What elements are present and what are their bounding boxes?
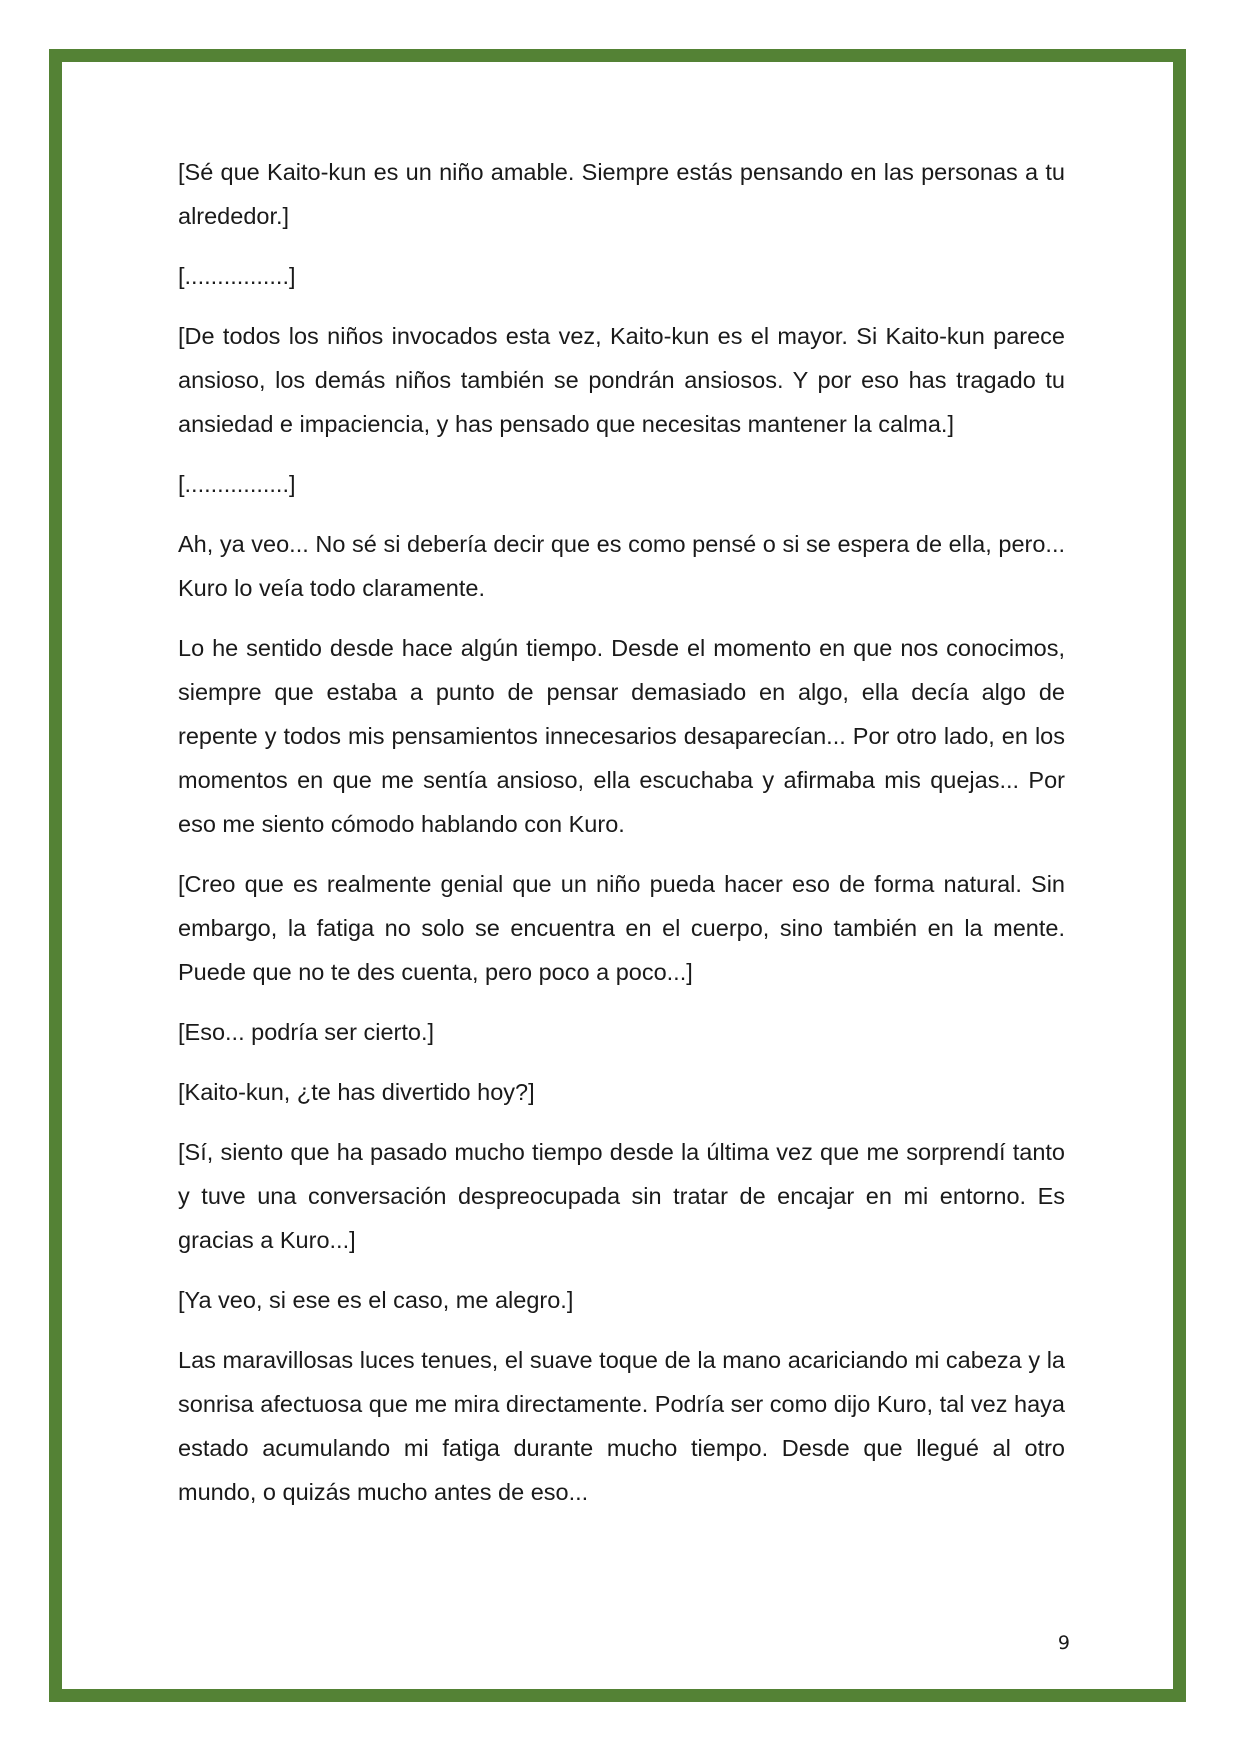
paragraph: [................]: [178, 471, 296, 497]
paragraph: Lo he sentido desde hace algún tiempo. Desde el momento en que nos conocimos, siempre que estaba a punto de pensar demasiado en algo, ella decía algo de repente y todos mis pensamientos innecesarios desaparecían... Por otro lado, en los momentos en que me sentía ansioso, ella escuchaba y afirmaba mis quejas... Por eso me siento cómodo hablando con Kuro.: [178, 635, 1065, 837]
paragraph: Las maravillosas luces tenues, el suave toque de la mano acariciando mi cabeza y la sonrisa afectuosa que me mira directamente. Podría ser como dijo Kuro, tal vez haya estado acumulando mi fatiga durante mucho tiempo. Desde que llegué al otro mundo, o quizás mucho antes de eso...: [178, 1347, 1065, 1505]
paragraph: [Eso... podría ser cierto.]: [178, 1019, 434, 1045]
document-body: [178, 150, 1065, 1530]
paragraph: [................]: [178, 263, 296, 289]
paragraph: [Sí, siento que ha pasado mucho tiempo desde la última vez que me sorprendí tanto y tuve una conversación despreocupada sin tratar de encajar en mi entorno. Es gracias a Kuro...]: [178, 1139, 1065, 1253]
paragraph: [Sé que Kaito-kun es un niño amable. Siempre estás pensando en las personas a tu alrededor.]: [178, 159, 1065, 229]
paragraph: [Creo que es realmente genial que un niño pueda hacer eso de forma natural. Sin embargo, la fatiga no solo se encuentra en el cuerpo, sino también en la mente. Puede que no te des cuenta, pero poco a poco...]: [178, 871, 1065, 985]
page-number: 9: [1057, 1632, 1070, 1654]
paragraph: [Ya veo, si ese es el caso, me alegro.]: [178, 1287, 574, 1313]
paragraph: [Kaito-kun, ¿te has divertido hoy?]: [178, 1079, 535, 1105]
paragraph: Ah, ya veo... No sé si debería decir que es como pensé o si se espera de ella, pero... Kuro lo veía todo claramente.: [178, 531, 1065, 601]
paragraph: [De todos los niños invocados esta vez, Kaito-kun es el mayor. Si Kaito-kun parece ansioso, los demás niños también se pondrán ansiosos. Y por eso has tragado tu ansiedad e impaciencia, y has pensado que necesitas mantener la calma.]: [178, 323, 1065, 437]
